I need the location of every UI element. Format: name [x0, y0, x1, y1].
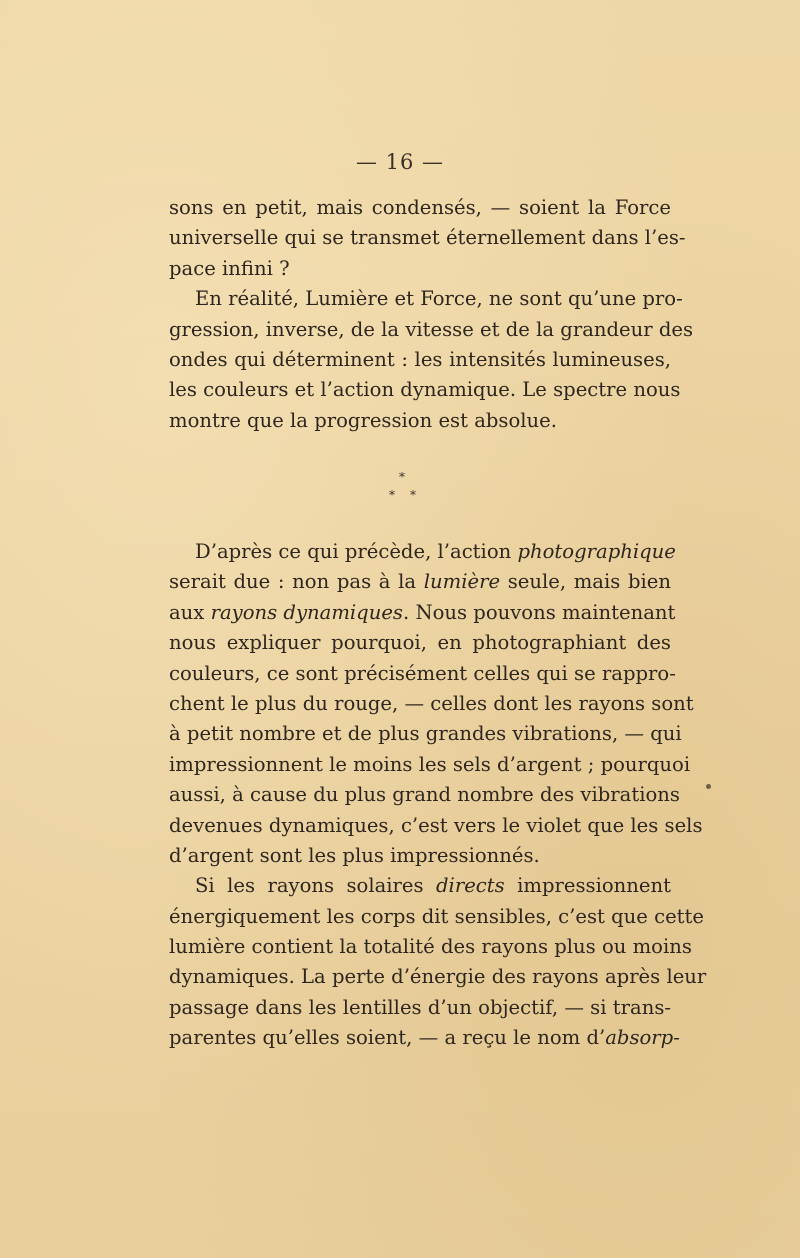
text-run: Si les rayons solaires [195, 874, 437, 898]
text-line: dynamiques. La perte d’énergie des rayons après leur [169, 965, 707, 989]
italic-text: directs [436, 874, 505, 898]
italic-text: absorp- [605, 1026, 680, 1050]
text-line: couleurs, ce sont précisément celles qui se rappro- [169, 661, 676, 685]
asterisk-glyph: * [389, 488, 395, 502]
asterisk-glyph: * [410, 488, 416, 502]
section-separator [0, 470, 800, 510]
text-line: aussi, à cause du plus grand nombre des vibrations [169, 783, 680, 807]
text-line: nous expliquer pourquoi, en photographiant des [169, 631, 671, 655]
text-line: impressionnent le moins les sels d’argent ; pourquoi [169, 752, 691, 776]
text-line: les couleurs et l’action dynamique. Le spectre nous [169, 378, 681, 402]
page-number: — 16 — [355, 150, 445, 174]
text-line: sons en petit, mais condensés, — soient la Force [169, 196, 671, 219]
text-line [169, 871, 671, 901]
italic-text: lumière [423, 570, 501, 594]
text-line [169, 1023, 680, 1053]
text-line: passage dans les lentilles d’un objectif, — si trans- [169, 995, 671, 1019]
text-run: serait due : non pas à la [169, 570, 424, 594]
text-run: seule, mais bien [500, 570, 671, 594]
ink-speck [706, 784, 711, 789]
text-line: En réalité, Lumière et Force, ne sont qu’une pro- [195, 287, 683, 311]
text-line: chent le plus du rouge, — celles dont les rayons sont [169, 691, 694, 715]
italic-text: rayons dynamiques [210, 600, 403, 624]
text-line: pace infini ? [169, 256, 290, 280]
text-block-lower [169, 537, 707, 1054]
text-run: D’après ce qui précède, l’action [195, 540, 518, 563]
asterisk-glyph: * [399, 470, 405, 484]
text-run: impressionnent [504, 874, 671, 898]
text-line: lumière contient la totalité des rayons plus ou moins [169, 935, 692, 959]
text-line: montre que la progression est absolue. [169, 408, 557, 432]
text-run: aux [169, 600, 211, 624]
text-line [169, 598, 676, 628]
text-line: gression, inverse, de la vitesse et de la grandeur des [169, 317, 694, 341]
text-line: d’argent sont les plus impressionnés. [169, 843, 540, 867]
text-line: ondes qui déterminent : les intensités lumineuses, [169, 347, 671, 371]
text-block-upper [169, 193, 694, 436]
text-line [169, 537, 676, 567]
italic-text: photographique [517, 540, 676, 563]
text-line: à petit nombre et de plus grandes vibrations, — qui [169, 722, 682, 746]
text-line [169, 567, 671, 597]
text-line: devenues dynamiques, c’est vers le violet que les sels [169, 813, 703, 837]
text-run: parentes qu’elles soient, — a reçu le nom d’ [169, 1026, 606, 1050]
text-line: énergiquement les corps dit sensibles, c’est que cette [169, 904, 705, 928]
text-line: universelle qui se transmet éternellement dans l’es- [169, 226, 686, 250]
text-run: . Nous pouvons maintenant [402, 600, 676, 624]
